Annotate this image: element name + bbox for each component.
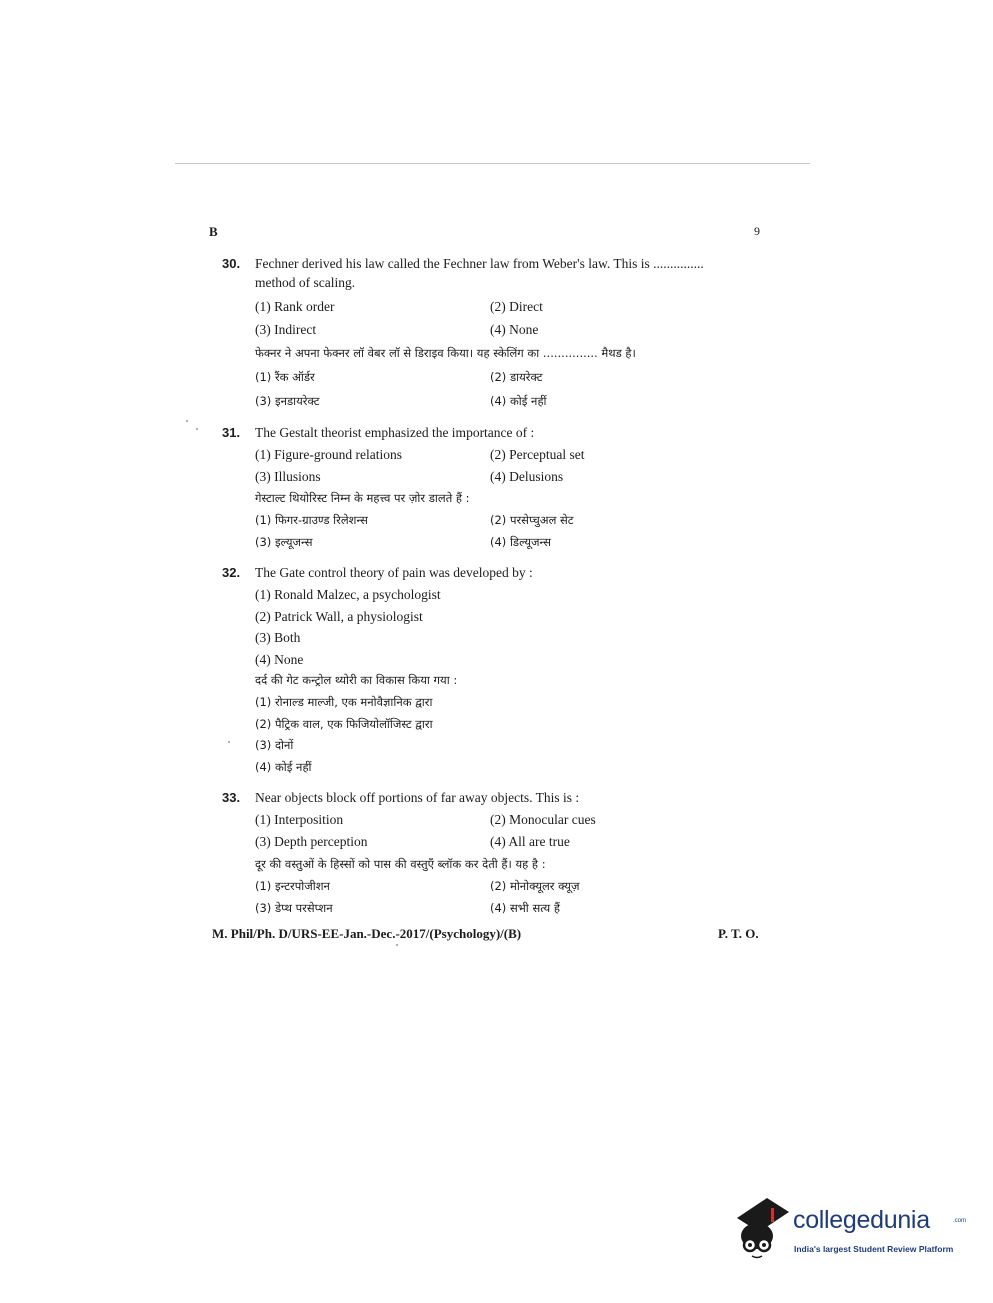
logo-domain-suffix: .com — [953, 1218, 967, 1224]
paper-code: M. Phil/Ph. D/URS-EE-Jan.-Dec.-2017/(Psychology)/(B) — [212, 926, 522, 941]
question-text-line-1: The Gate control theory of pain was developed by : — [255, 565, 533, 580]
option-hi-4: (4) कोई नहीं — [255, 760, 312, 774]
option-en-4: (4) None — [255, 652, 304, 667]
option-hi-4: (4) सभी सत्य हैं — [490, 901, 560, 915]
option-en-3: (3) Illusions — [255, 469, 321, 484]
option-hi-3: (3) डेप्थ परसेप्शन — [255, 901, 333, 915]
question-text-line-1: Fechner derived his law called the Fechner law from Weber's law. This is ............... — [255, 256, 704, 271]
option-en-3: (3) Indirect — [255, 322, 317, 337]
scan-speck — [186, 420, 188, 422]
option-en-2: (2) Patrick Wall, a physiologist — [255, 609, 423, 624]
option-en-4: (4) All are true — [490, 834, 570, 849]
question-number: 31. — [222, 425, 241, 440]
option-en-1: (1) Figure-ground relations — [255, 447, 402, 462]
option-hi-3: (3) इल्यूजन्स — [255, 535, 313, 549]
question-text-hindi: दूर की वस्तुओं के हिस्सों को पास की वस्तुएँ ब्लॉक कर देती हैं। यह है : — [255, 857, 546, 871]
question-text-line-1: The Gestalt theorist emphasized the importance of : — [255, 425, 535, 440]
scan-speck — [228, 741, 230, 743]
option-hi-2: (2) मोनोक्यूलर क्यूज़ — [490, 879, 580, 893]
option-hi-2: (2) परसेप्चुअल सेट — [490, 513, 574, 527]
question-text-hindi: फेक्नर ने अपना फेक्नर लॉ वेबर लॉ से डिराइव किया। यह स्केलिंग का ............... मैथड है। — [255, 346, 636, 360]
logo-wordmark: collegedunia — [793, 1206, 930, 1234]
pto-label: P. T. O. — [718, 926, 759, 941]
option-en-4: (4) Delusions — [490, 469, 564, 484]
option-en-1: (1) Interposition — [255, 812, 344, 827]
option-hi-1: (1) फिगर-ग्राउण्ड रिलेशन्स — [255, 513, 368, 527]
collegedunia-logo[interactable] — [733, 1196, 967, 1266]
scan-speck — [396, 944, 398, 946]
option-hi-2: (2) पैट्रिक वाल, एक फिजियोलॉजिस्ट द्वारा — [255, 717, 433, 731]
option-en-3: (3) Depth perception — [255, 834, 368, 849]
option-en-1: (1) Rank order — [255, 299, 335, 314]
option-en-2: (2) Perceptual set — [490, 447, 585, 462]
set-label: B — [209, 224, 218, 239]
option-hi-2: (2) डायरेक्ट — [490, 370, 543, 384]
option-hi-3: (3) इनडायरेक्ट — [255, 394, 320, 408]
question-number: 30. — [222, 256, 241, 271]
option-hi-1: (1) रोनाल्ड माल्जी, एक मनोवैज्ञानिक द्वारा — [255, 695, 433, 709]
question-number: 33. — [222, 790, 241, 805]
scan-top-rule — [175, 163, 810, 164]
option-en-3: (3) Both — [255, 630, 301, 645]
option-hi-1: (1) इन्टरपोजीशन — [255, 879, 330, 893]
question-text-hindi: दर्द की गेट कन्ट्रोल थ्योरी का विकास किया गया : — [255, 673, 458, 687]
option-en-4: (4) None — [490, 322, 539, 337]
logo-tagline: India's largest Student Review Platform — [794, 1244, 954, 1254]
question-text-line-1: Near objects block off portions of far away objects. This is : — [255, 790, 580, 805]
option-hi-4: (4) डिल्यूजन्स — [490, 535, 552, 549]
option-en-1: (1) Ronald Malzec, a psychologist — [255, 587, 441, 602]
option-hi-3: (3) दोनों — [255, 738, 294, 752]
mascot-icon — [733, 1196, 791, 1262]
question-text-hindi: गेस्टाल्ट थियोरिस्ट निम्न के महत्त्व पर ज़ोर डालते हैं : — [255, 491, 470, 505]
page-number: 9 — [754, 224, 760, 238]
option-hi-1: (1) रैंक ऑर्डर — [255, 370, 315, 384]
option-hi-4: (4) कोई नहीं — [490, 394, 547, 408]
question-number: 32. — [222, 565, 241, 580]
scan-speck — [196, 428, 198, 430]
option-en-2: (2) Direct — [490, 299, 543, 314]
option-en-2: (2) Monocular cues — [490, 812, 596, 827]
question-text-line-2: method of scaling. — [255, 275, 356, 290]
